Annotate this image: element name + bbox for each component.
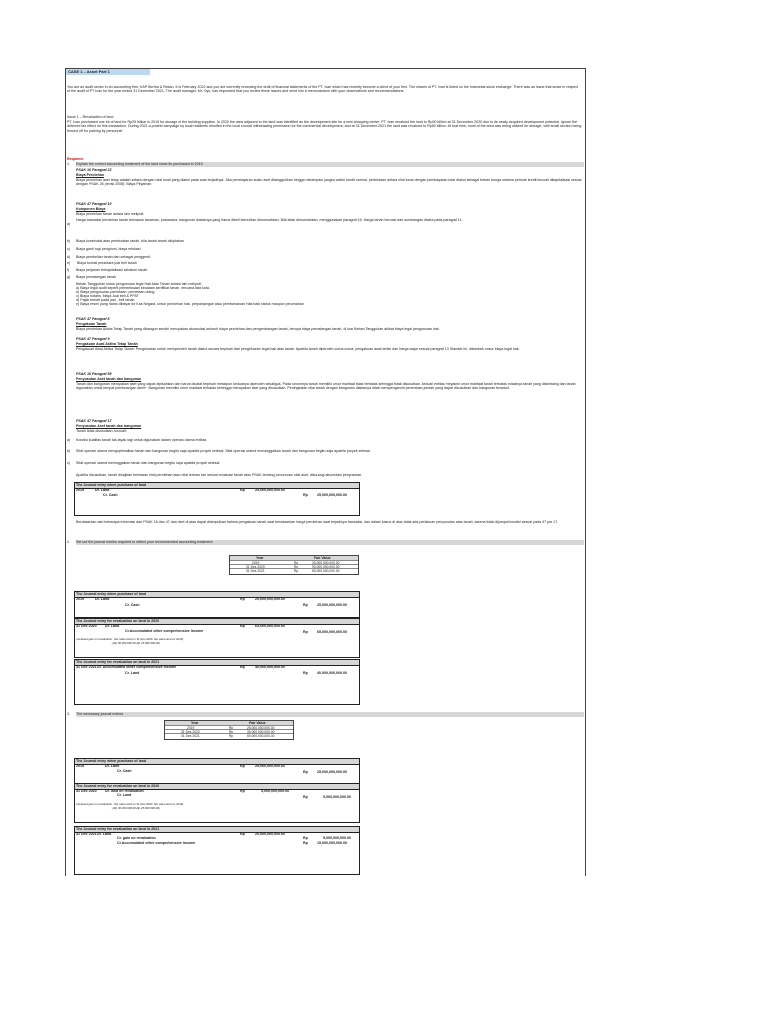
fv-value: 25,000,000,000.00 xyxy=(247,726,275,730)
psak47-10-item-g: Biaya pematangan tanah xyxy=(76,275,116,279)
reval-note: (revalued gain on revaluation : fair value land on 31 Des 2020- fair value land on 2019) xyxy=(76,802,184,806)
fv-rp: Rp xyxy=(229,730,234,734)
fv-col-year: Year xyxy=(256,556,264,560)
psak47-9-title: Pengakuan Awal Aktiva Tetap Tanah xyxy=(76,342,138,346)
psak47-10-item-e: Biaya komisi perantara jual beli tanah xyxy=(77,261,137,265)
fv-rp: Rp xyxy=(229,734,234,738)
psak47-10-ref: PSAK 47 Paragraf 10 xyxy=(76,202,112,206)
psak47-10-item-a: Harga transaksi perolehan tanah termasuk tanaman, prasarana, bangunan diatasnya yang harus dibeli kemudian dimusnahkan. Bila tidak dimusnahkan, menggunakan paragraf 16. Harga tanah beroasi dan sumbangan diakui pada paragraf 11. xyxy=(76,218,463,222)
fv-row xyxy=(165,733,293,738)
list-marker-d: d) xyxy=(67,255,71,259)
deferred-c: c) Biaya notaris, biaya Jual beli & PPAT xyxy=(76,294,139,298)
deferred-d: d) Pajak terkait pada jual - beli tanah xyxy=(76,298,135,302)
je-reval-2021-box-2 xyxy=(74,826,360,875)
psak47-10-lead: Biaya perolehan tanah antara lain meliputi: xyxy=(76,212,145,216)
je-rp: Rp xyxy=(240,597,245,601)
psak16-22-ref: PSAK 16 Paragraf 22 xyxy=(76,168,112,172)
case-title: CASE 1 – Asset Part 1 xyxy=(66,69,150,75)
je-dr-land: Dr. Land xyxy=(95,597,110,601)
fv-value: 25,000,000,000.00 xyxy=(312,561,340,565)
deferred-a: a) Biaya legal audit seperti pemeriksaan keadaan sertifikat tanah, rencana tata kota. xyxy=(76,286,210,290)
psak47-8-text: Biaya perolehan Aktiva Tetap Tanah yang dibangun sendiri merupakan akumulasi seluruh biaya perolehan dan pengembangan tanah, berupa biaya pematangan tanah, di luar Beban Tangguhan akibat biaya legal pengurusan hak. xyxy=(76,327,440,331)
psak47-10-item-c: Biaya ganti rugi penghuni, biaya relokasi xyxy=(76,247,141,251)
q2-number: 2. xyxy=(67,540,70,544)
je-reval-2021-title: The Journal entry for revaluation on land in 2021 xyxy=(75,827,359,833)
fv-value: 50,000,000,000.00 xyxy=(247,734,275,738)
je-cr-amount: 25,000,000,000.00 xyxy=(317,493,347,497)
je-rp: Rp xyxy=(240,624,245,628)
je-rp: Rp xyxy=(303,770,308,774)
je-dr-amount: 40,000,000,000.00 xyxy=(255,665,285,669)
psak16-22-text: Biaya perolehan aset tetap adalah setara dengan nilai tunai yang diakui pada saat terjadinya. Jika pembayaran suatu aset ditangguhkan hingga melampaui jangka waktu kredit normal, perbedaan antara nilai tunai dengan pembayaran total diakui sebagai beban bunga selama periode kredit kecuali dikapitalisasi sesuai dengan PSAK 26 (revisi 2008): Biaya Pinjaman xyxy=(76,178,582,187)
je-rp: Rp xyxy=(240,488,245,492)
je-rp: Rp xyxy=(303,795,308,799)
list-marker-f: f) xyxy=(67,268,70,272)
je-reval-2021-title: The Journal entry for revaluation on land in 2021 xyxy=(75,660,359,666)
psak47-17-item-a: Kondisi kualitas tanah tak layak lagi untuk digunakan dalam operasi utama entitas xyxy=(76,438,207,442)
q2-text: Set out the journal entries required to reflect your recommended accounting treatment xyxy=(76,540,213,544)
fv-col-year: Year xyxy=(191,721,199,725)
je-cr-cash: Cr. Cash xyxy=(125,603,140,607)
list-marker-17b: b) xyxy=(67,449,71,453)
reval-note: (revalued gain on revaluation : fair value land on 31 Des 2020- fair value land on 2019) xyxy=(76,637,184,641)
je-year: 2019 xyxy=(76,488,84,492)
je-dr-amount: 25,000,000,000.00 xyxy=(255,764,285,768)
fv-rp: Rp xyxy=(294,565,299,569)
list-marker-a: a) xyxy=(67,222,71,226)
q2-bar xyxy=(76,540,584,545)
fv-value: 90,000,000,000.00 xyxy=(312,565,340,569)
psak47-17-item-b: Sifat operasi utama mengoptimalkan tanah dan bangunan begitu saja apabila proyek selesai. Sifat operasi utama menanggalkan tanah dan bangunan begitu saja apabila proyek selesai. xyxy=(76,449,371,453)
list-marker-c: c) xyxy=(67,247,70,251)
conclusion-2: Berdasarkan dari beberapa informasi dari PSAK 16 dan 47 dan riset di atas dapat disimpulkan bahwa pengakuan tanah saat berdasarkan harga perolehan saat terjadinya transaksi, dan dalam kasus di atas tidak ada perlakuan penyusutan atas tanah, karena tidak dijumpai kondisi sesuai pada 47 par 17. xyxy=(76,520,559,524)
psak16-22-title: Biaya Perolehan xyxy=(76,173,104,177)
je-purchase-title: The Journal entry when purchase of land xyxy=(75,759,359,765)
deferred-e: e) Biaya resmi yang harus dibayar ke Kas Negara, untuk perolehan hak, perpanjangan atau pembaharuan Hak baik status maupun perumahan xyxy=(76,302,304,306)
psak47-8-title: Pengakuan Tanah xyxy=(76,322,107,326)
je-rp: Rp xyxy=(240,832,245,836)
fv-year: 2019 xyxy=(187,726,195,730)
list-marker-e: e) xyxy=(67,261,71,265)
je-cr-amount: 5,000,000,000.00 xyxy=(323,795,351,799)
je-dr-land: Dr. Land xyxy=(97,832,112,836)
je-cr-land: Cr. Land xyxy=(125,671,140,675)
fv-row xyxy=(230,568,358,573)
q3-number: 3. xyxy=(67,712,70,716)
reval-note-calc: : (Rp 90.000.000.00-Rp 25.000.000.00) xyxy=(111,641,160,645)
psak47-17-item-c: Sifat operasi utama meninggalkan tanah dan bangunan begitu saja apabila proyek selesai. xyxy=(76,461,221,465)
je-cr-land: Cr. Land xyxy=(117,793,132,797)
je-cr-aoci: Cr.Accumulated other comprehensive income xyxy=(125,629,204,633)
fv-rp: Rp xyxy=(229,726,234,730)
fv-year: 31 Des 2021 xyxy=(181,734,200,738)
conclusion-1: Apabila disusutkan, tanah disajikan berbasan nilai perolehan atau nilai terbaru tan sesuai revaluasi tanah atau PSAK tentang penurunan nilai aset, dikurangi akumulasi penyusutan. xyxy=(76,473,363,477)
psak16-59-ref: PSAK 16 Paragraf 59 xyxy=(76,372,112,376)
je-purchase-box-2 xyxy=(74,591,360,618)
psak47-10-item-d: Biaya pembelian tanah dan sebagai penggenti. xyxy=(76,255,151,259)
required-label: Required: xyxy=(67,157,84,161)
je-dr-land: Dr. Land xyxy=(105,764,120,768)
je-dr-land-reval: Dr. land on revaluation xyxy=(105,789,144,793)
je-reval-2020-box-2 xyxy=(74,783,360,823)
je-cr-amount: 65,000,000,000.00 xyxy=(317,630,347,634)
psak47-10-item-b: Biaya konstruksi atau pembuatan tanah, bila tanah tanah diciptakan xyxy=(76,239,184,243)
je-dr-amount: 25,000,000,000.00 xyxy=(255,597,285,601)
je-rp: Rp xyxy=(303,836,308,840)
q3-text: The necessary journal entries xyxy=(76,712,124,716)
list-marker-17c: c) xyxy=(67,461,70,465)
je-date: 31 Dec 2020 xyxy=(76,624,97,628)
je-rp: Rp xyxy=(303,630,308,634)
deferred-b: b) Biaya pengukuran-pemetaan- pemetaan ulang. xyxy=(76,290,156,294)
list-marker-17a: a) xyxy=(67,438,71,442)
fv-year: 31 Des 2020 xyxy=(181,730,200,734)
je-rp: Rp xyxy=(240,665,245,669)
je-rp: Rp xyxy=(303,603,308,607)
je-date: 31 Dec 2020 xyxy=(76,789,97,793)
je-reval-2020-title: The Journal entry for revaluation on land in 2020 xyxy=(75,619,359,625)
je-cr-aoci-amount: 15,000,000,000.00 xyxy=(317,841,347,845)
je-cr-amount: 25,000,000,000.00 xyxy=(317,770,347,774)
je-rp: Rp xyxy=(303,671,308,675)
je-cr-gain: Cr. gain on revaluation xyxy=(117,836,156,840)
je-reval-2020-box xyxy=(74,618,360,658)
je-purchase-title: The Journal entry when purchase of land xyxy=(75,483,359,489)
q3-bar xyxy=(76,712,584,717)
je-reval-2021-box xyxy=(74,659,360,705)
je-date: 31 Dec 2021 xyxy=(76,665,97,669)
fv-year: 31 Des 2021 xyxy=(246,569,265,573)
list-marker-g: g) xyxy=(67,275,71,279)
psak47-17-lead: Tanah tidak disusutkan, kecuali: xyxy=(76,429,127,433)
je-dr-amount: 20,000,000,000.00 xyxy=(255,832,285,836)
je-dr-aoci: Dr. Accumulated other comprehensive income xyxy=(97,665,177,669)
je-year: 2019 xyxy=(76,764,84,768)
reval-note-calc: : (Rp 30.000.000.00-Rp 25.000.000.00) xyxy=(111,806,160,810)
psak47-10-item-f: Biaya perjanan terkapitalisasi sebalum tanah xyxy=(76,268,148,272)
je-rp: Rp xyxy=(240,789,245,793)
psak47-17-title: Penyusutan Aset tanah dan bangunan xyxy=(76,424,142,428)
psak47-17-ref: PSAK 47 Paragraf 17 xyxy=(76,419,112,423)
psak16-59-title: Penyusutan Aset tanah dan bangunan xyxy=(76,377,142,381)
je-cr-amount: 40,000,000,000.00 xyxy=(317,671,347,675)
je-cr-cash: Cr. Cash xyxy=(117,769,132,773)
je-year: 2019 xyxy=(76,597,84,601)
je-date: 31 Dec 2021 xyxy=(76,832,97,836)
je-purchase-title: The Journal entry when purchase of land xyxy=(75,592,359,598)
je-dr-amount: 65,000,000,000.00 xyxy=(255,624,285,628)
fv-value: 50,000,000,000.00 xyxy=(312,569,340,573)
fv-year: 2019 xyxy=(252,561,260,565)
fv-col-value: Fair Value xyxy=(314,556,331,560)
psak47-9-text: Pengakuan Awal Aktiva Tetap Tanah: Pengeluaran untuk memperoleh tanah diakui secara terpisah dari pengeluaran legal hak atas tanah. Apabila tanah diperoleh cuma-cuma, pengakuan awal tentin dan harga wajar sesuai paragraf 13 Standar ini, ditambah unsur biaya legal hak. xyxy=(76,347,520,351)
issue-title: Issue 1 – Revaluation of land xyxy=(67,115,114,119)
q1-bar xyxy=(76,162,584,167)
fv-rp: Rp xyxy=(294,569,299,573)
psak47-10-title: Komponen Biaya xyxy=(76,207,106,211)
je-purchase-box-3 xyxy=(74,758,360,785)
je-dr-amount: 5,000,000,000.00 xyxy=(261,789,289,793)
fv-rp: Rp xyxy=(294,561,299,565)
psak47-8-ref: PSAK 47 Paragraf 8 xyxy=(76,317,110,321)
issue-paragraph: PT. Ivan purchased one lot of land for Rp25 billion in 2019 for storage of the building supplies. In 2020 the area adjacent to the land was identified as the development site for a new shopping center. PT. Ivan revalued the land to Rp90 billion at 31 December 2020 due to its newly acquired development potential. Ignore the deferred tax effect on this transaction. During 2021 a protest campaign by local residents resulted in the local council withdrawing permission for the commercial development, and at 31 December 2021 the land was revalued to Rp50 billion. At that time, most of the area was being utilized for storage, with small section being fenced off for parking by personnel. xyxy=(67,120,582,133)
je-cr-aoci: Cr.Accumulated other comprehensive income xyxy=(117,841,196,845)
worksheet xyxy=(65,68,586,876)
fair-value-table xyxy=(229,555,359,575)
fv-col-value: Fair Value xyxy=(249,721,266,725)
deferred-lead: Beban Tangguhan untuk pengurusan legal Hak Atas Tanah antara lain meliputi: xyxy=(76,282,202,286)
q1-number: 1. xyxy=(67,162,70,166)
je-cr-gain-amount: 5,000,000,000.00 xyxy=(323,836,351,840)
je-purchase-box xyxy=(74,482,360,516)
fair-value-table-2 xyxy=(164,720,294,740)
q1-text: Explain the correct accounting treatment of the land since its purchased in 2019 xyxy=(76,162,203,166)
je-cr-cash: Cr. Cash xyxy=(103,493,118,497)
je-dr-land: Dr. Land xyxy=(95,488,110,492)
je-reval-2020-title: The Journal entry for revaluation on land in 2020 xyxy=(75,784,359,790)
je-cr-amount: 25,000,000,000.00 xyxy=(317,603,347,607)
je-rp: Rp xyxy=(240,764,245,768)
psak16-59-text: Tanah dan bangunan merupakan aset yang dapat dipisahkan dan harus dicatat terpisah meskipun keduanya diperoleh sekaligus. Pada umumnya tanah memiliki umur manfaat tidak terbatas sehingga tidak disusutkan, kecuali entitas meyakini umur manfaat tanah terbatas misalnya tanah yang ditambang dan tanah digunakan untuk tempat pembuangan akhir*. Bangunan memiliki umur manfaat terbatas sehingga merupakan aset yang disusutkan. Peningkatan nilai tanah dengan bangunan diatasnya tidak mempengaruhi penentuan jumlah yang dapat disusutkan dan bangunan tersebut. xyxy=(76,382,576,391)
je-rp: Rp xyxy=(303,493,308,497)
je-rp: Rp xyxy=(303,841,308,845)
je-dr-amount: 25,000,000,000.00 xyxy=(255,488,285,492)
list-marker-b: b) xyxy=(67,239,71,243)
fv-year: 31 Des 2020 xyxy=(246,565,265,569)
intro-paragraph: You are an audit senior in an accounting firm, KAP Bertha & Rekan. It is February 2022 and you are currently reviewing the draft of financial statements of the PT. Ivan which has recently become a client of your firm. The shares of PT. Ivan is listed on the Indonesia stock exchange. There was an issue that arose in respect of the audit of PT Ivan for the year ended 31 December 2021. The audit manager, Mr. Oyo, has requested that you review these issues and send him a memorandum with your observations and recommendations. xyxy=(67,85,579,94)
psak47-9-ref: PSAK 47 Paragraf 9 xyxy=(76,337,110,341)
je-dr-land: Dr. Land xyxy=(105,624,120,628)
fv-value: 30,000,000,000.00 xyxy=(247,730,275,734)
